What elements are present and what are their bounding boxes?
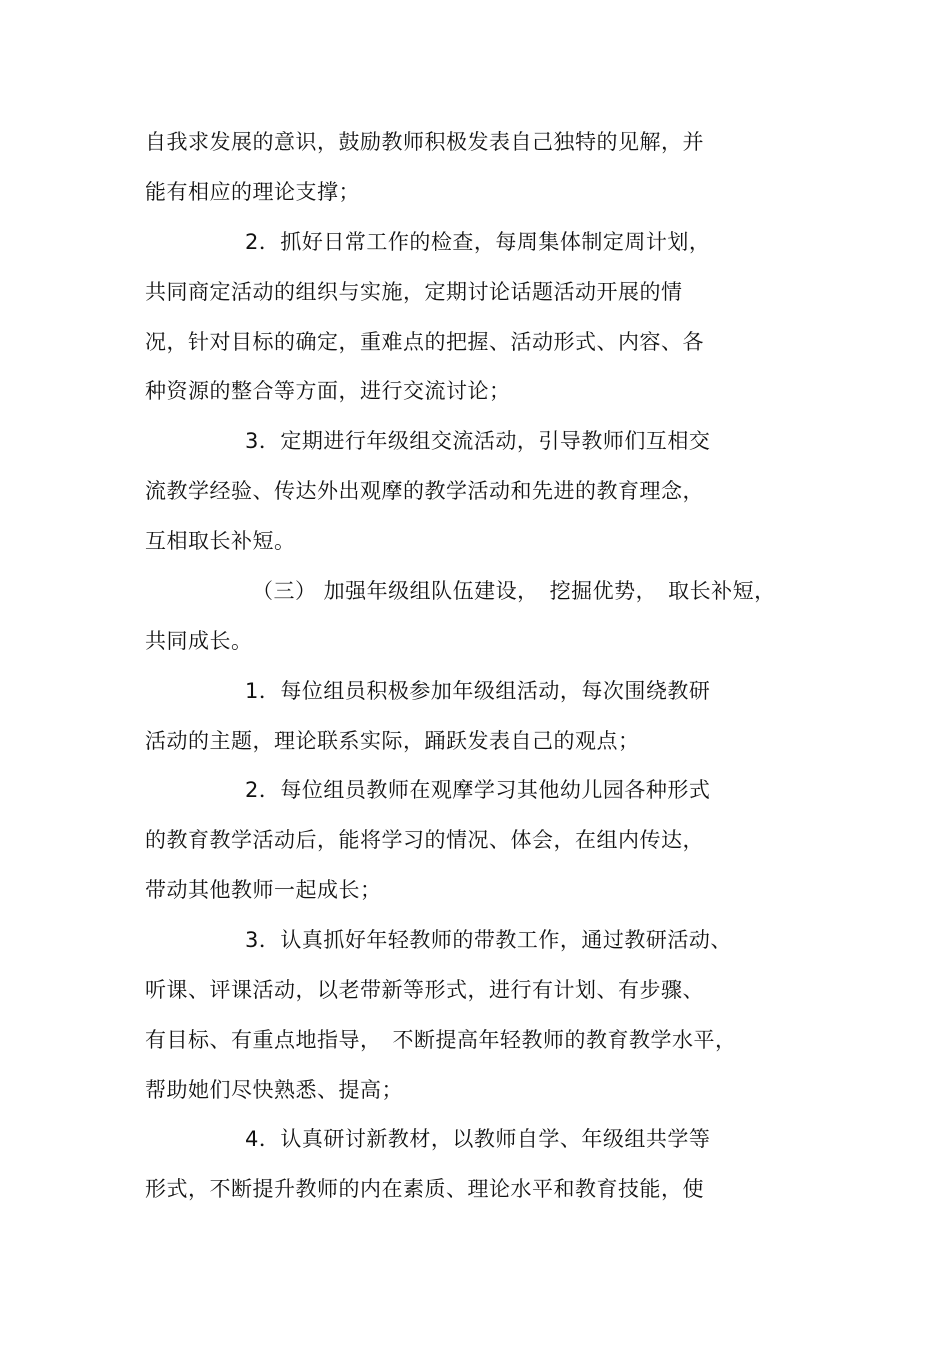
paragraph-line: 形式，不断提升教师的内在素质、理论水平和教育技能，使 [145,1177,704,1201]
paragraph-line: 况，针对目标的确定，重难点的把握、活动形式、内容、各 [145,330,704,354]
section-heading: （三） 加强年级组队伍建设， 挖掘优势， 取长补短， [252,579,776,603]
paragraph-line: 流教学经验、传达外出观摩的教学活动和先进的教育理念， [145,479,704,503]
paragraph-line: 自我求发展的意识，鼓励教师积极发表自己独特的见解，并 [145,130,704,154]
paragraph-line: 活动的主题，理论联系实际，踊跃发表自己的观点； [145,729,640,753]
section-heading-continued: 共同成长。 [145,629,253,653]
list-item-line: 3．认真抓好年轻教师的带教工作，通过教研活动、 [245,928,732,952]
paragraph-line: 听课、评课活动，以老带新等形式，进行有计划、有步骤、 [145,978,704,1002]
list-item-line: 2．每位组员教师在观摩学习其他幼儿园各种形式 [245,778,711,802]
list-item-line: 3．定期进行年级组交流活动，引导教师们互相交 [245,429,711,453]
list-item-line: 4．认真研讨新教材，以教师自学、年级组共学等 [245,1127,711,1151]
list-item-line: 1．每位组员积极参加年级组活动，每次围绕教研 [245,679,711,703]
paragraph-line: 互相取长补短。 [145,529,296,553]
paragraph-line: 的教育教学活动后，能将学习的情况、体会，在组内传达， [145,828,704,852]
paragraph-line: 有目标、有重点地指导， 不断提高年轻教师的教育教学水平， [145,1028,737,1052]
paragraph-line: 带动其他教师一起成长； [145,878,382,902]
paragraph-line: 共同商定活动的组织与实施，定期讨论话题活动开展的情 [145,280,683,304]
list-item-line: 2．抓好日常工作的检查，每周集体制定周计划， [245,230,711,254]
paragraph-line: 帮助她们尽快熟悉、提高； [145,1078,403,1102]
paragraph-line: 能有相应的理论支撑； [145,180,360,204]
paragraph-line: 种资源的整合等方面，进行交流讨论； [145,379,511,403]
